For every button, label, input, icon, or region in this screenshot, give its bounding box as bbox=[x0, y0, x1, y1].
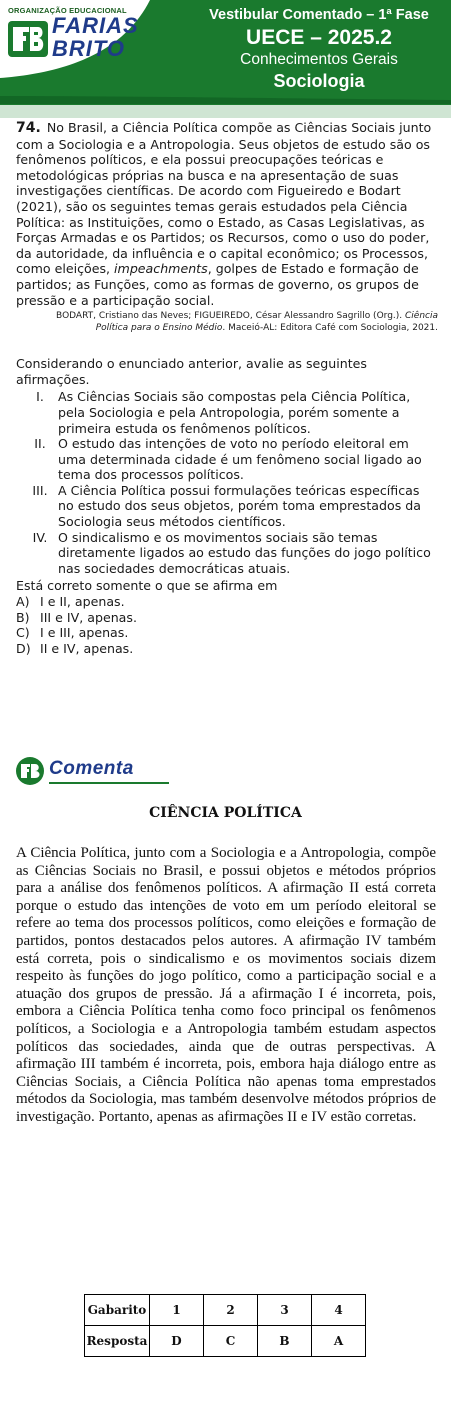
option-letter: D) bbox=[16, 640, 31, 656]
commentary-body: A Ciência Política, junto com a Sociologia e a Antropologia, compõe as Ciências Sociais no Brasil, e possui objetos e métodos próprios para a análise dos fenômenos políticos. A afirmação II está correta porque o estudo das intenções de voto em um período eleitoral se refere ao tema dos processos políticos, como eleições e formação de partidos, pontos destacados pelos autores. A afirmação IV também está correta, pois o sindicalismo e os movimentos sociais dizem respeito às funções do jogo político, como a participação social e a atuação dos grupos de pressão. Já a afirmação I é incorreta, pois, embora a Ciência Política tenha como foco principal os fenômenos políticos, a Sociologia e a Antropologia também estudam aspectos políticos das sociedades, ainda que de outras perspectivas. A afirmação III também é incorreta, pois, embora haja diálogo entre as Ciências Sociais, a Ciência Política não apenas toma emprestados métodos da Sociologia, mas também desenvolve métodos próprios de investigação. Portanto, apenas as afirmações II e IV estão corretas. bbox=[16, 845, 436, 1125]
header-titles bbox=[199, 6, 439, 92]
table-cell: 3 bbox=[258, 1295, 312, 1326]
option-d bbox=[16, 641, 438, 657]
stem-text-2: , golpes de Estado e formação de partidos; as Funções, como as formas de governo, os grupos de pressão e a participação social. bbox=[16, 261, 419, 308]
source-text-2: . Maceió-AL: Editora Café com Sociologia, 2021. bbox=[222, 323, 438, 334]
statement-text: A Ciência Política possui formulações teóricas específicas no estudo dos seus objetos, porém toma emprestados da Sociologia seus métodos científicos. bbox=[58, 482, 421, 530]
option-letter: A) bbox=[16, 594, 30, 610]
fb-circle-logo-icon bbox=[15, 756, 45, 786]
table-cell: D bbox=[150, 1326, 204, 1357]
statement-text: O sindicalismo e os movimentos sociais são temas diretamente ligados ao estudo das funções do jogo político nas sociedades democráticas atuais. bbox=[58, 529, 431, 576]
option-text: III e IV, apenas. bbox=[40, 609, 137, 625]
brand-line2: BRITO bbox=[52, 36, 126, 61]
statement-item bbox=[16, 483, 438, 530]
exam-name: UECE – 2025.2 bbox=[246, 26, 392, 49]
statement-text: O estudo das intenções de voto no período eleitoral em uma determinada cidade é um fenômeno social ligado ao tema dos processos políticos. bbox=[58, 436, 422, 483]
source-book-title: Ciência Política para o Ensino Médio bbox=[95, 311, 438, 334]
answer-table bbox=[84, 1294, 366, 1357]
question-stem bbox=[16, 120, 438, 308]
question-block bbox=[16, 120, 438, 656]
commentary-title: CIÊNCIA POLÍTICA bbox=[149, 805, 302, 821]
question-source bbox=[16, 310, 438, 334]
option-b bbox=[16, 610, 438, 626]
comenta-banner bbox=[15, 756, 160, 786]
question-prompt: Considerando o enunciado anterior, avalie as seguintes afirmações. bbox=[16, 356, 367, 387]
row-label: Gabarito bbox=[85, 1295, 150, 1326]
farias-brito-logo bbox=[6, 6, 141, 68]
question-number: 74. bbox=[16, 120, 41, 136]
statement-item bbox=[16, 530, 438, 577]
table-cell: A bbox=[312, 1326, 366, 1357]
table-cell: 2 bbox=[204, 1295, 258, 1326]
page-header bbox=[0, 0, 451, 118]
option-text: I e II, apenas. bbox=[40, 594, 125, 610]
table-cell: C bbox=[204, 1326, 258, 1357]
table-row bbox=[85, 1295, 366, 1326]
statement-item bbox=[16, 389, 438, 436]
option-list bbox=[16, 594, 438, 656]
statement-text: As Ciências Sociais são compostas pela Ciência Política, pela Sociologia e pela Antropologia, porém somente a primeira estuda os fenômenos políticos. bbox=[58, 389, 411, 436]
statement-numeral: I. bbox=[36, 389, 44, 405]
area-name: Conhecimentos Gerais bbox=[240, 51, 398, 68]
options-prompt: Está correto somente o que se afirma em bbox=[16, 578, 278, 594]
statement-item bbox=[16, 436, 438, 483]
option-text: I e III, apenas. bbox=[40, 625, 129, 641]
stem-italic: impeachments bbox=[114, 261, 208, 277]
table-cell: 1 bbox=[150, 1295, 204, 1326]
comenta-underline bbox=[49, 782, 169, 784]
brand-line1: FARIAS bbox=[52, 13, 139, 38]
stem-text-1: No Brasil, a Ciência Política compõe as Ciências Sociais junto com a Sociologia e a Antropologia. Seus objetos de estudo são os fenômenos políticos, e ela possui preocupações teóricas e metodológicas próprias na busca e na apresentação de suas investigações científicas. De acordo com Figueiredo e Bodart (2021), são os seguintes temas gerais estudados pela Ciência Política: as Instituições, como o Estado, as Casas Legislativas, as Forças Armadas e os Partidos; os Recursos, como o uso do poder, da autoridade, da influência e o capital econômico; os Processos, como eleições, bbox=[16, 120, 432, 277]
table-row bbox=[85, 1326, 366, 1357]
subject-name: Sociologia bbox=[273, 71, 365, 91]
option-letter: C) bbox=[16, 625, 30, 641]
org-label: ORGANIZAÇÃO EDUCACIONAL bbox=[8, 6, 127, 15]
statement-numeral: IV. bbox=[32, 529, 48, 545]
header-title: Vestibular Comentado – 1ª Fase bbox=[209, 7, 429, 23]
statement-numeral: II. bbox=[34, 436, 46, 452]
source-text-1: BODART, Cristiano das Neves; FIGUEIREDO, César Alessandro Sagrillo (Org.). bbox=[56, 311, 405, 322]
statement-numeral: III. bbox=[32, 482, 48, 498]
comenta-label: Comenta bbox=[49, 758, 134, 779]
table-cell: B bbox=[258, 1326, 312, 1357]
option-c bbox=[16, 625, 438, 641]
table-cell: 4 bbox=[312, 1295, 366, 1326]
option-text: II e IV, apenas. bbox=[40, 640, 134, 656]
option-a bbox=[16, 594, 438, 610]
row-label: Resposta bbox=[85, 1326, 150, 1357]
fb-logo-icon bbox=[8, 19, 48, 59]
statement-list bbox=[16, 389, 438, 576]
option-letter: B) bbox=[16, 609, 30, 625]
